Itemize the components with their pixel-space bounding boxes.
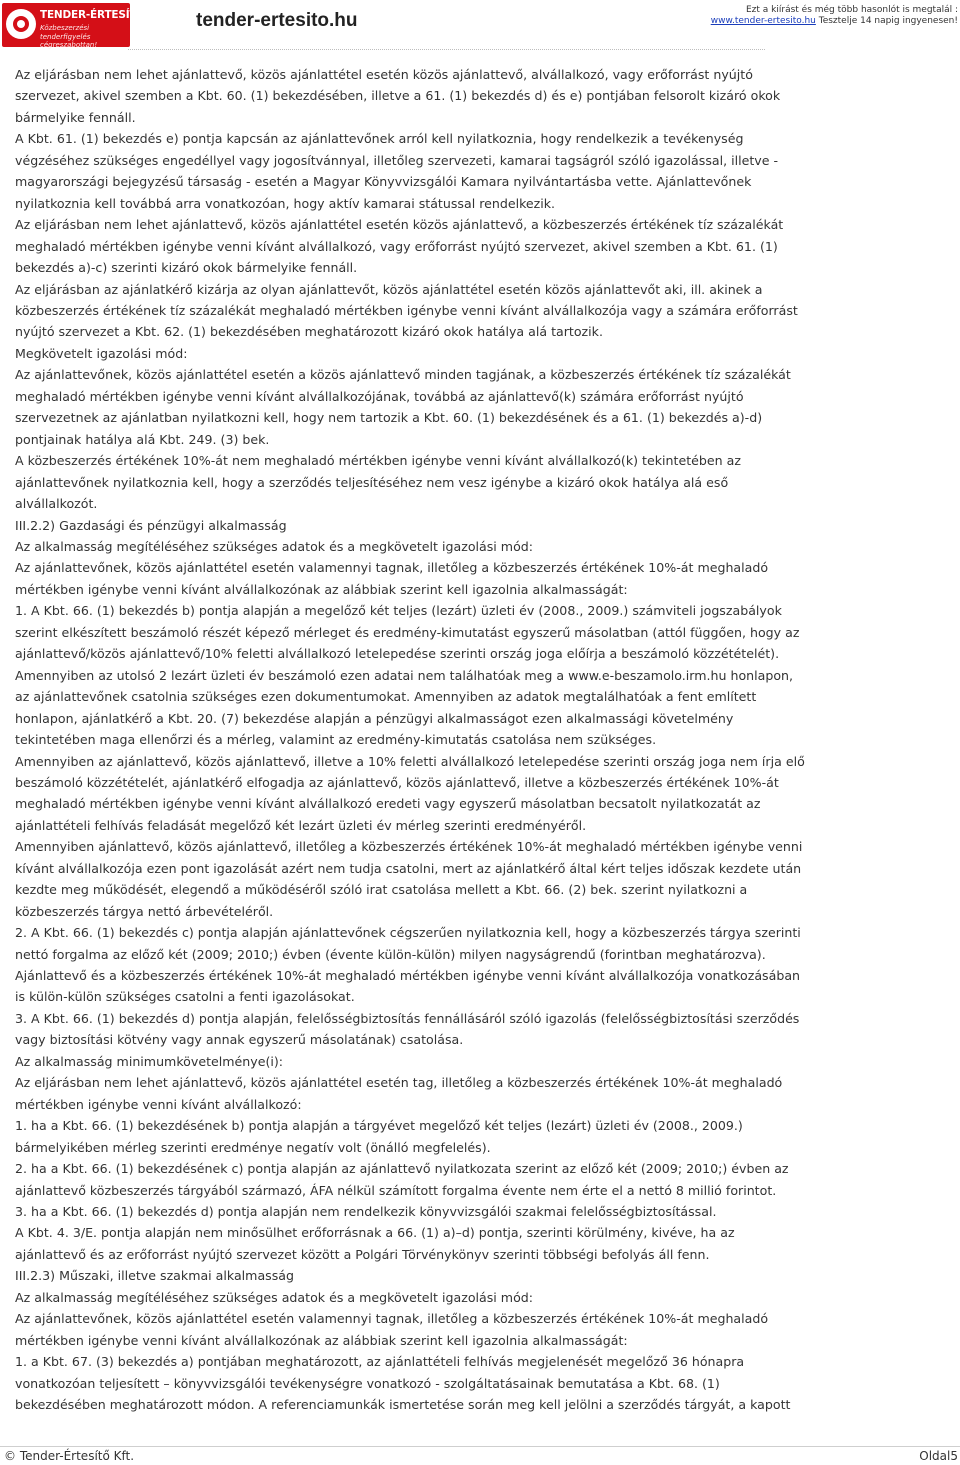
paragraph: Az alkalmasság megítéléséhez szükséges adatok és a megkövetelt igazolási mód: [15,1289,534,1305]
site-logo[interactable] [2,3,164,49]
paragraph: 1. A Kbt. 66. (1) bekezdés b) pontja alapján a megelőző két teljes (lezárt) üzleti év (2008., 2009.) számviteli jogszabályok szerint elkészített beszámoló részét képező mérleget és eredmény-kimutatást egyszerű másolatban (attól függően, hogy az ajánlattevő/közös ajánlattevő/10% feletti alvállalkozó letelepedése szerinti ország joga előírja a beszámoló közzétételét). Amennyiben az utolsó 2 lezárt üzleti év beszámoló ezen adatai nem találhatóak meg a www.e-beszamolo.irm.hu honlapon, az ajánlattevőnek csatolnia szükséges ezen dokumentumokat. Amennyiben az adatok megtalálhatóak a fent említett honlapon, ajánlatkérő a Kbt. 20. (7) bekezdése alapján a pénzügyi alkalmasságot ezen alkalmassági követelmény tekintetében maga ellenőrzi és a mérleg, valamint az eredmény-kimutatás csatolása nem szükséges. [15,603,800,748]
document-body [15,64,805,1416]
page-footer [0,1446,960,1464]
section-heading: III.2.2) Gazdasági és pénzügyi alkalmasság [15,517,287,533]
paragraph: Az eljárásban az ajánlatkérő kizárja az olyan ajánlattevőt, közös ajánlattétel esetén közös ajánlattevőt aki, ill. akinek a közbeszerzés értékének tíz százalékát meghaladó mértékben igénybe venni kívánt alvállalkozója vagy a számára erőforrást nyújtó szervezet a Kbt. 62. (1) bekezdésében meghatározott kizáró okok hatálya alá tartozik. [15,281,798,340]
paragraph: 2. ha a Kbt. 66. (1) bekezdésének c) pontja alapján az ajánlattevő nyilatkozata szerint az előző két (2009; 2010;) évben az ajánlattevő közbeszerzés tárgyából származó, ÁFA nélkül számított forgalma évente nem érte el a nettó 8 millió forintot. [15,1161,789,1198]
paragraph: Amennyiben az ajánlattevő, közös ajánlattevő, illetve a 10% feletti alvállalkozó letelepedése szerinti ország joga nem írja elő beszámoló közzétételét, ajánlatkérő elfogadja az ajánlattevő, közös ajánlattevő, illetve a közbeszerzés értékének 10%-át meghaladó mértékben igénybe venni kívánt alvállalkozó eredeti vagy egyszerű másolatban becsatolt nyilatkozatát az ajánlattételi felhívás feladását megelőző két lezárt üzleti év mérleg szerinti eredményéről. [15,753,805,833]
paragraph: Az ajánlattevőnek, közös ajánlattétel esetén valamennyi tagnak, illetőleg a közbeszerzés értékének 10%-át meghaladó mértékben igénybe venni kívánt alvállalkozónak az alábbiak szerint kell igazolnia alkalmasságát: [15,1311,769,1348]
paragraph: Az ajánlattevőnek, közös ajánlattétel esetén valamennyi tagnak, illetőleg a közbeszerzés értékének 10%-át meghaladó mértékben igénybe venni kívánt alvállalkozónak az alábbiak szerint kell igazolnia alkalmasságát: [15,560,769,597]
paragraph: Az eljárásban nem lehet ajánlattevő, közös ajánlattétel esetén tag, illetőleg a közbeszerzés értékének 10%-át meghaladó mértékben igénybe venni kívánt alvállalkozó: [15,1075,783,1112]
paragraph: Az ajánlattevőnek, közös ajánlattétel esetén a közös ajánlattevő minden tagjának, a közbeszerzés értékének tíz százalékát meghaladó mértékben igénybe venni kívánt alvállalkozójának, továbbá az ajánlattevő(k) számára erőforrást nyújtó szervezetnek az ajánlatban nyilatkozni kell, hogy nem tartozik a Kbt. 60. (1) bekezdésének és a 61. (1) bekezdés a)-d) pontjainak hatálya alá Kbt. 249. (3) bek. [15,367,791,447]
promo-line2: Tesztelje 14 napig ingyenesen! [815,16,958,26]
paragraph: 1. ha a Kbt. 66. (1) bekezdésének b) pontja alapján a tárgyévet megelőző két teljes (lezárt) üzleti év (2008., 2009.) bármelyikében mérleg szerinti eredménye negatív volt (önálló megfelelés). [15,1118,743,1155]
logo-target-icon [6,9,36,39]
paragraph: A Kbt. 4. 3/E. pontja alapján nem minősülhet erőforrásnak a 66. (1) a)–d) pontja, szerinti körülmény, kivéve, ha az ajánlattevő és az erőforrást nyújtó szervezet között a Polgári Törvénykönyv szerinti többségi befolyás áll fenn. [15,1225,735,1262]
promo-line1: Ezt a kiírást és még több hasonlót is megtalál : [745,5,958,15]
logo-name: TENDER-ÉRTESÍTŐ.hu [40,9,164,21]
site-title: tender-ertesito.hu [196,10,358,31]
paragraph: 3. A Kbt. 66. (1) bekezdés d) pontja alapján, felelősségbiztosítás fennállásáról szóló igazolás (felelősségbiztosítási szerződés vagy biztosítási kötvény vagy annak egyszerű másolatának) csatolása. [15,1010,800,1048]
header-divider [128,49,765,50]
promo-line2-wrap [711,16,958,27]
paragraph: Az alkalmasság minimumkövetelménye(i): [15,1053,284,1069]
logo-tagline: Közbeszerzési tenderfigyelés cégreszabottan! [40,24,98,49]
paragraph: 2. A Kbt. 66. (1) bekezdés c) pontja alapján ajánlattevőnek cégszerűen nyilatkoznia kell, hogy a közbeszerzés tárgya szerinti nettó forgalma az előző két (2009; 2010;) évben (évente külön-külön) milyen nagyságrendű (forintban meghatározva). Ajánlattevő és a közbeszerzés értékének 10%-át meghaladó mértékben igénybe venni kívánt alvállalkozója vonatkozásában is külön-külön szükséges csatolni a fenti igazolásokat. [15,925,801,1005]
promo-box [711,5,958,27]
section-heading: III.2.3) Műszaki, illetve szakmai alkalmasság [15,1268,295,1284]
paragraph: A Kbt. 61. (1) bekezdés e) pontja kapcsán az ajánlattevőnek arról kell nyilatkoznia, hogy rendelkezik a tevékenység végzéséhez szükséges engedéllyel vagy jogosítvánnyal, illetőleg szervezeti, kamarai tagságról szóló igazolással, illetve - magyarországi bejegyzésű társaság - esetén a Magyar Könyvvizsgálói Kamara nyilvántartásba vette. Ajánlattevőnek nyilatkoznia kell továbbá arra vonatkozóan, hogy aktív kamarai státussal rendelkezik. [15,131,779,211]
paragraph: 1. a Kbt. 67. (3) bekezdés a) pontjában meghatározott, az ajánlattételi felhívás megjelenését megelőző 36 hónapra vonatkozóan teljesített – könyvvizsgálói tevékenységre vonatkozó - szolgáltatásainak bemutatása a Kbt. 68. (1) bekezdésében meghatározott módon. A referenciamunkák ismertetése során meg kell jelölni a szerződés tárgyát, a kapott [15,1354,791,1413]
paragraph: A közbeszerzés értékének 10%-át nem meghaladó mértékben igénybe venni kívánt alvállalkozó(k) tekintetében az ajánlattevőnek nyilatkoznia kell, hogy a szerződés teljesítéséhez nem vesz igénybe a kizáró okok hatálya alá eső alvállalkozót. [15,453,741,512]
page-number: Oldal5 [919,1449,958,1463]
page-header [0,0,960,50]
paragraph: Az eljárásban nem lehet ajánlattevő, közös ajánlattétel esetén közös ajánlattevő, alvállalkozó, vagy erőforrást nyújtó szervezet, akivel szemben a Kbt. 60. (1) bekezdésében, illetve a 61. (1) bekezdés d) és e) pontjában felsorolt kizáró okok bármelyike fennáll. [15,67,781,125]
paragraph: Amennyiben ajánlattevő, közös ajánlattevő, illetőleg a közbeszerzés értékének 10%-át meghaladó mértékben igénybe venni kívánt alvállalkozója ezen pont igazolását azért nem tudja csatolni, mert az ajánlatkérő által kért teljes időszak kezdete után kezdte meg működését, elegendő a működéséről szóló irat csatolása mellett a Kbt. 66. (2) bek. szerint nyilatkozni a közbeszerzés tárgya nettó árbevételéről. [15,839,803,919]
paragraph: 3. ha a Kbt. 66. (1) bekezdés d) pontja alapján nem rendelkezik könyvvizsgálói szakmai felelősségbiztosítással. [15,1204,717,1220]
paragraph: Megkövetelt igazolási mód: [15,345,188,361]
paragraph: Az eljárásban nem lehet ajánlattevő, közös ajánlattétel esetén közös ajánlattevő, a közbeszerzés értékének tíz százalékát meghaladó mértékben igénybe venni kívánt alvállalkozó, vagy erőforrást nyújtó szervezet, akivel szemben a Kbt. 61. (1) bekezdés a)-c) szerinti kizáró okok bármelyike fennáll. [15,217,784,276]
paragraph: Az alkalmasság megítéléséhez szükséges adatok és a megkövetelt igazolási mód: [15,538,534,554]
promo-link[interactable]: www.tender-ertesito.hu [710,16,816,26]
footer-copyright: © Tender-Értesítő Kft. [4,1449,135,1463]
